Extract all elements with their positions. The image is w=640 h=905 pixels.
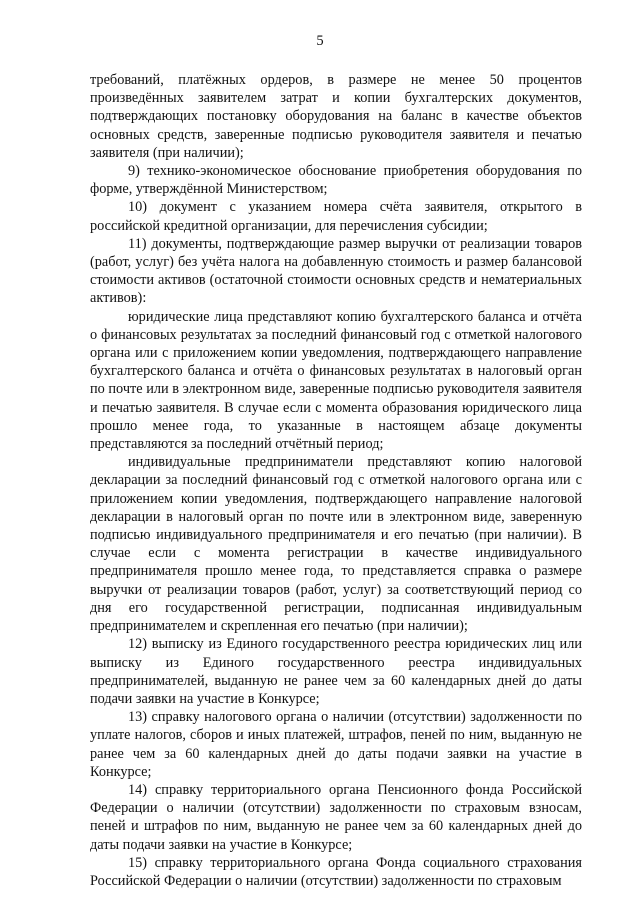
- paragraph-item-11: 11) документы, подтверждающие размер выручки от реализации товаров (работ, услуг) без учёта налога на добавленную стоимость и размер балансовой стоимости активов (остаточной стоимости основных средств и нематериальных активов):: [90, 235, 582, 307]
- paragraph-item-14: 14) справку территориального органа Пенсионного фонда Российской Федерации о наличии (отсутствии) задолженности по страховым взносам, пеней и штрафов по ним, выданную не ранее чем за 60 календарных дней до даты подачи заявки на участие в Конкурсе;: [90, 781, 582, 853]
- paragraph-continuation: требований, платёжных ордеров, в размере не менее 50 процентов произведённых заявителем затрат и копии бухгалтерских документов, подтверждающих постановку оборудования на баланс в качестве объектов основных средств, заверенные подписью руководителя заявителя и печатью заявителя (при наличии);: [90, 72, 582, 161]
- paragraph-item-9: 9) технико-экономическое обоснование приобретения оборудования по форме, утверждённой Министерством;: [90, 163, 582, 198]
- document-body: [90, 71, 582, 890]
- page-number: 5: [316, 33, 324, 49]
- paragraph-item-10: 10) документ с указанием номера счёта заявителя, открытого в российской кредитной организации, для перечисления субсидии;: [90, 199, 582, 234]
- paragraph-item-12: 12) выписку из Единого государственного реестра юридических лиц или выписку из Единого государственного реестра индивидуальных предпринимателей, выданную не ранее чем за 60 календарных дней до даты подачи заявки на участие в Конкурсе;: [90, 636, 582, 707]
- paragraph-item-15: 15) справку территориального органа Фонда социального страхования Российской Федерации о наличии (отсутствии) задолженности по страховым: [90, 854, 582, 889]
- paragraph-item-13: 13) справку налогового органа о наличии (отсутствии) задолженности по уплате налогов, сборов и иных платежей, штрафов, пеней по ним, выданную не ранее чем за 60 календарных дней до даты подачи заявки на участие в Конкурсе;: [90, 709, 582, 780]
- paragraph-legal-entities: юридические лица представляют копию бухгалтерского баланса и отчёта о финансовых результатах за последний финансовый год с отметкой налогового органа или с приложением копии уведомления, подтверждающего направление бухгалтерского баланса и отчёта о финансовых результатах в налоговый орган по почте или в электронном виде, заверенные подписью руководителя заявителя и печатью заявителя. В случае если с момента образования юридического лица прошло менее года, то указанные в настоящем абзаце документы представляются за последний отчётный период;: [90, 308, 582, 453]
- paragraph-individual-entrepreneurs: индивидуальные предприниматели представляют копию налоговой декларации за последний финансовый год с отметкой налогового органа или с приложением копии уведомления, подтверждающего направление налоговой декларации в налоговый орган по почте или в электронном виде, заверенную подписью индивидуального предпринимателя и его печатью (при наличии). В случае если с момента регистрации в качестве индивидуального предпринимателя прошло менее года, то представляется справка о размере выручки от реализации товаров (работ, услуг) за соответствующий период со дня его государственной регистрации, подписанная индивидуальным предпринимателем и скрепленная его печатью (при наличии);: [90, 454, 582, 635]
